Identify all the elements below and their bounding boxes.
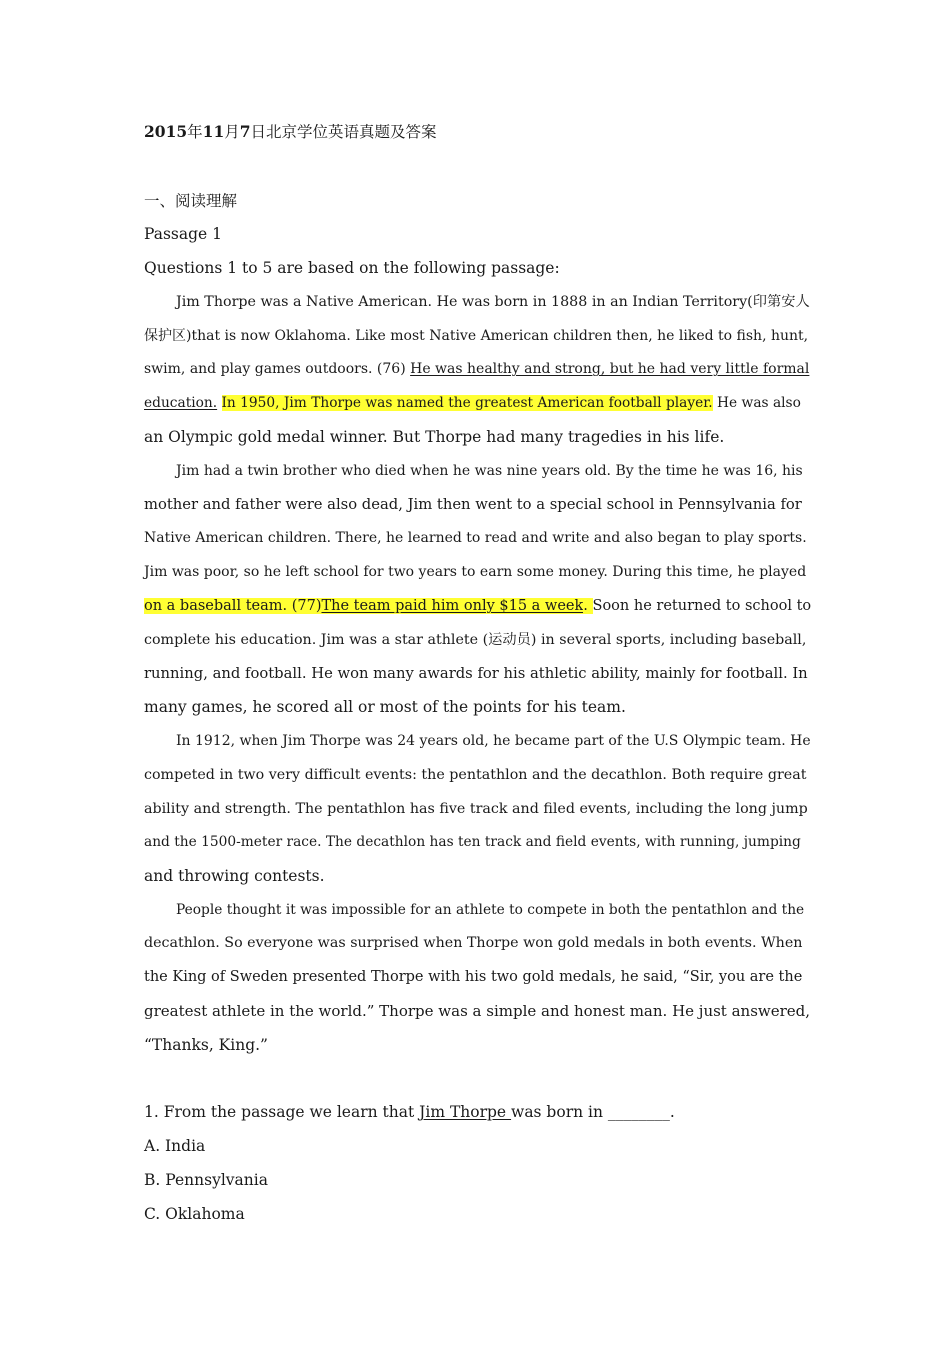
text-run: was born in ________. <box>511 1103 675 1121</box>
highlighted-text: on a baseball team. (77) <box>144 598 322 614</box>
title-year: 2015 <box>144 122 188 141</box>
paragraph-line: an Olympic gold medal winner. But Thorpe had many tragedies in his life. <box>144 428 725 446</box>
paragraph-line: decathlon. So everyone was surprised when Thorpe won gold medals in both events. When <box>144 935 803 951</box>
text-run: Soon he returned to school to <box>592 598 812 614</box>
paragraph-line <box>144 358 809 380</box>
paragraph-line: competed in two very difficult events: the pentathlon and the decathlon. Both require great <box>144 767 807 783</box>
highlighted-sentence: In 1950, Jim Thorpe was named the greatest American football player. <box>221 395 713 411</box>
paragraph-line: greatest athlete in the world.” Thorpe was a simple and honest man. He just answered, <box>144 1002 811 1020</box>
paragraph-line: many games, he scored all or most of the points for his team. <box>144 698 626 716</box>
title-month: 11 <box>202 122 225 141</box>
paragraph-line <box>144 392 801 414</box>
text-run: 1. From the passage we learn that <box>144 1103 420 1121</box>
paragraph-line: ability and strength. The pentathlon has five track and filed events, including the long jump <box>144 801 808 817</box>
paragraph-line: Jim was poor, so he left school for two years to earn some money. During this time, he played <box>144 564 807 580</box>
paragraph-line: and throwing contests. <box>144 867 325 885</box>
text-run: He was also <box>712 395 801 411</box>
title-rest: 日北京学位英语真题及答案 <box>250 123 437 141</box>
paragraph-line: and the 1500-meter race. The decathlon has ten track and field events, with running, jumping <box>144 834 801 850</box>
underlined-sentence-76-end: education. <box>144 395 218 411</box>
paragraph-line: “Thanks, King.” <box>144 1036 268 1054</box>
underlined-name: Jim Thorpe <box>419 1103 512 1121</box>
underlined-sentence-76: He was healthy and strong, but he had very little formal <box>410 361 810 377</box>
passage-label: Passage 1 <box>144 225 223 243</box>
paragraph-line: the King of Sweden presented Thorpe with his two gold medals, he said, “Sir, you are the <box>144 969 803 985</box>
paragraph-line: Jim had a twin brother who died when he was nine years old. By the time he was 16, his <box>176 463 803 479</box>
title-char-year: 年 <box>187 123 203 141</box>
text-run <box>217 395 221 411</box>
title-char-month: 月 <box>224 123 240 141</box>
underlined-sentence-77: The team paid him only $15 a week <box>321 598 584 614</box>
paragraph-line: People thought it was impossible for an athlete to compete in both the pentathlon and the <box>176 902 805 918</box>
instructions: Questions 1 to 5 are based on the following passage: <box>144 259 560 277</box>
answer-option-c: C. Oklahoma <box>144 1205 245 1223</box>
text-run: swim, and play games outdoors. (76) <box>144 361 411 377</box>
paragraph-line: complete his education. Jim was a star athlete (运动员) in several sports, including baseball, <box>144 632 807 648</box>
paragraph-line <box>144 595 811 617</box>
paragraph-line: mother and father were also dead, Jim then went to a special school in Pennsylvania for <box>144 496 802 513</box>
highlighted-text: . <box>583 598 593 614</box>
title-day: 7 <box>239 122 251 141</box>
question-stem <box>144 1101 675 1123</box>
paragraph-line: 保护区)that is now Oklahoma. Like most Native American children then, he liked to fish, hunt, <box>144 328 809 344</box>
document-title <box>144 121 437 143</box>
paragraph-line: In 1912, when Jim Thorpe was 24 years old, he became part of the U.S Olympic team. He <box>176 733 811 749</box>
paragraph-line: running, and football. He won many awards for his athletic ability, mainly for football. In <box>144 665 808 682</box>
paragraph-line: Native American children. There, he learned to read and write and also began to play sports. <box>144 530 807 546</box>
paragraph-line: Jim Thorpe was a Native American. He was born in 1888 in an Indian Territory(印第安人 <box>176 294 810 310</box>
answer-option-a: A. India <box>144 1137 206 1155</box>
answer-option-b: B. Pennsylvania <box>144 1171 268 1189</box>
section-heading: 一、阅读理解 <box>144 192 238 210</box>
